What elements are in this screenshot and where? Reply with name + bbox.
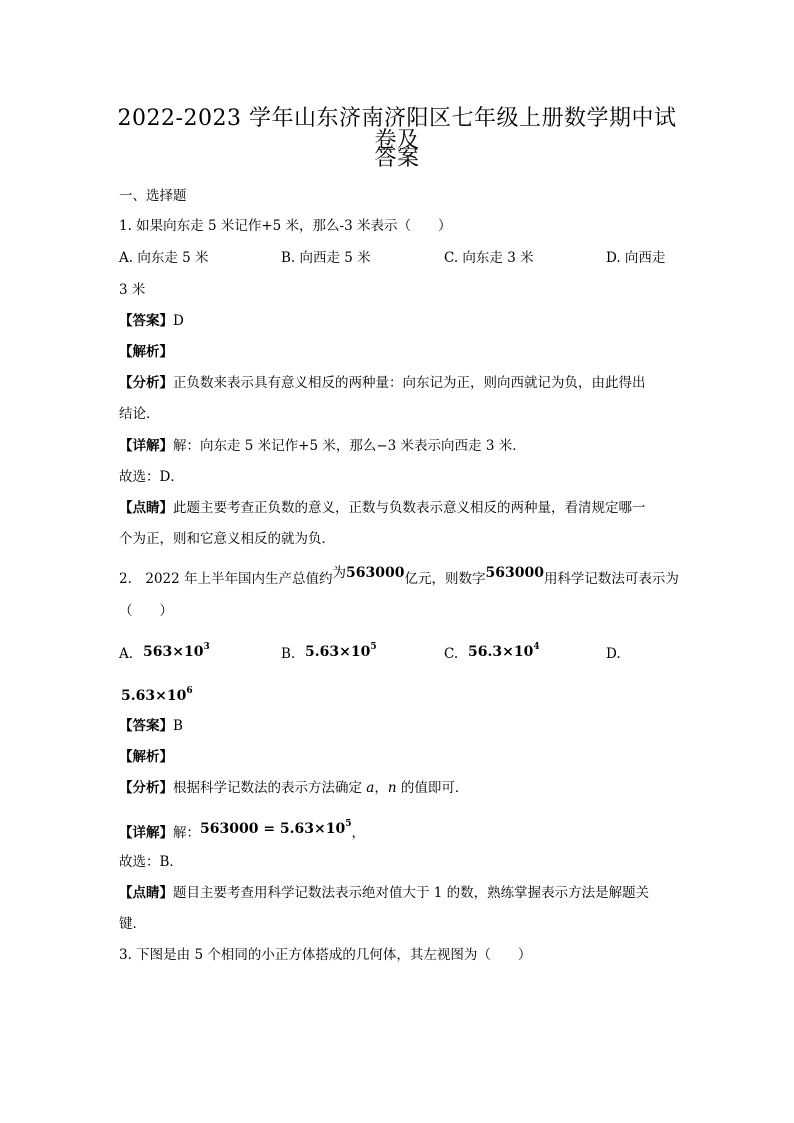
fenxi-tag: 【分析】 — [119, 375, 173, 391]
fenxi-tag: 【分析】 — [119, 780, 173, 796]
question-1-option-c: C. 向东走 3 米 — [444, 250, 534, 266]
number-563000-second: 563000 — [485, 565, 544, 581]
option-c-exponent: 4 — [533, 642, 540, 652]
detail-tag: 【详解】 — [119, 825, 173, 841]
question-1-option-b: B. 向西走 5 米 — [281, 250, 371, 266]
option-b-exponent: 5 — [370, 642, 377, 652]
question-1-comment — [119, 500, 646, 516]
question-2-fenxi — [119, 780, 468, 796]
question-2-choose: 故选：B． — [119, 854, 183, 870]
option-a-base: 563×10 — [143, 644, 204, 660]
question-1-comment-continued: 个为正，则和它意义相反的就为负． — [119, 531, 335, 547]
question-2-option-c-math — [468, 639, 540, 660]
comment-tag: 【点睛】 — [119, 885, 173, 901]
variable-n: n — [387, 780, 397, 796]
detail-exponent: 5 — [345, 819, 352, 829]
option-d-exponent: 6 — [186, 686, 193, 696]
question-1-option-d: D. 向西走 — [606, 250, 666, 266]
fenxi-separator: ， — [374, 780, 388, 796]
question-2-option-a-math — [143, 639, 210, 660]
question-2-analysis-tag: 【解析】 — [119, 749, 173, 765]
question-2-detail — [119, 820, 365, 841]
answer-tag: 【答案】 — [119, 313, 173, 329]
fenxi-text: 正负数来表示具有意义相反的两种量：向东记为正，则向西就记为负，由此得出 — [173, 375, 646, 391]
answer-tag: 【答案】 — [119, 718, 173, 734]
detail-tag: 【详解】 — [119, 438, 173, 454]
number-563000: 563000 — [346, 565, 405, 581]
answer-value: B — [173, 718, 183, 734]
question-1-stem: 1. 如果向东走 5 米记作+5 米，那么-3 米表示（ ） — [119, 218, 452, 234]
detail-prefix: 解： — [173, 825, 200, 841]
stem-part-c: 亿元，则数字 — [404, 571, 486, 587]
stem-part-a: 2. 2022 年上半年国内生产总值约 — [119, 571, 333, 587]
question-2-option-b-math — [305, 639, 377, 660]
question-1-fenxi — [119, 375, 646, 391]
option-d-base: 5.63×10 — [121, 688, 187, 704]
fenxi-text-b: 的值即可． — [396, 780, 469, 796]
question-1-option-d-continued: 3 米 — [119, 282, 146, 298]
question-2-option-d-math — [121, 683, 193, 704]
detail-equation: 563000 = 5.63×10 — [200, 821, 346, 837]
question-2-option-c-label: C. — [444, 646, 459, 662]
section-heading: 一、选择题 — [119, 188, 187, 204]
question-1-answer — [119, 313, 184, 329]
question-1-fenxi-continued: 结论． — [119, 406, 160, 422]
question-2-comment-continued: 键． — [119, 916, 146, 932]
comment-text: 此题主要考查正负数的意义，正数与负数表示意义相反的两种量，看清规定哪一 — [173, 500, 646, 516]
document-title-line-1: 2022-2023 学年山东济南济阳区七年级上册数学期中试卷及 — [117, 106, 677, 153]
option-a-exponent: 3 — [203, 642, 210, 652]
question-1-analysis-tag: 【解析】 — [119, 344, 173, 360]
variable-a: a — [366, 780, 375, 796]
fenxi-text-a: 根据科学记数法的表示方法确定 — [173, 780, 367, 796]
detail-end: ， — [351, 825, 366, 841]
question-2-comment — [119, 885, 649, 901]
question-1-detail — [119, 438, 526, 454]
detail-text: 解：向东走 5 米记作+5 米，那么−3 米表示向西走 3 米． — [173, 438, 526, 454]
question-3-stem: 3. 下图是由 5 个相同的小正方体搭成的几何体，其左视图为（ ） — [119, 947, 532, 963]
question-2-option-b-label: B. — [281, 646, 296, 662]
question-2-stem-continued: （ ） — [119, 603, 173, 619]
question-2-option-a-label: A. — [119, 646, 134, 662]
document-title-line-2: 答案 — [374, 146, 420, 171]
stem-part-d: 用科学记数法可表示为 — [543, 571, 679, 587]
answer-value: D — [173, 313, 184, 329]
option-c-base: 56.3×10 — [468, 644, 534, 660]
question-1-choose: 故选：D． — [119, 469, 184, 485]
question-2-answer — [119, 718, 183, 734]
comment-tag: 【点睛】 — [119, 500, 173, 516]
question-1-option-a: A. 向东走 5 米 — [119, 250, 209, 266]
comment-text: 题目主要考查用科学记数法表示绝对值大于 1 的数，熟练掌握表示方法是解题关 — [173, 885, 650, 901]
stem-part-b: 为 — [332, 565, 347, 581]
option-b-base: 5.63×10 — [305, 644, 371, 660]
question-2-stem — [119, 565, 679, 587]
question-2-option-d-label: D. — [606, 646, 621, 662]
